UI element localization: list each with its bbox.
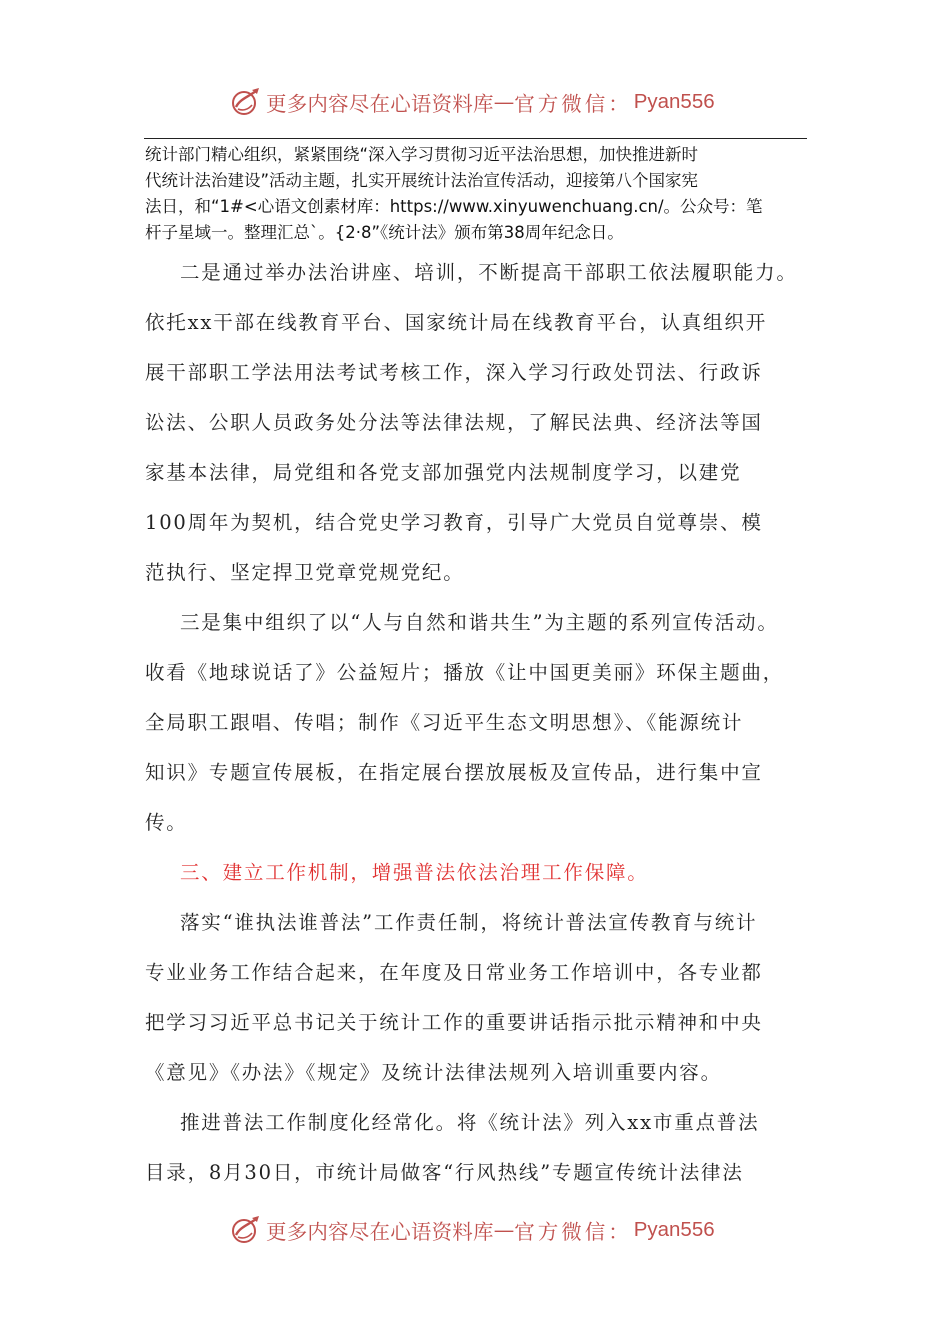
body-line: 推进普法工作制度化经常化。将《统计法》列入xx市重点普法 [180, 1111, 760, 1134]
body-line: 100周年为契机，结合党史学习教育，引导广大党员自觉尊崇、模 [145, 511, 763, 534]
pen-logo-icon [228, 85, 262, 119]
body-line: 落实“谁执法谁普法”工作责任制，将统计普法宣传教育与统计 [180, 911, 758, 934]
banner-title: 更多内容尽在心语资料库 [266, 1220, 494, 1244]
body-line: 目录，8月30日，市统计局做客“行风热线”专题宣传统计法律法 [145, 1161, 744, 1184]
header-rule [144, 138, 807, 139]
body-line: 讼法、公职人员政务处分法等法律法规，了解民法典、经济法等国 [145, 411, 763, 434]
intro-paragraph [145, 142, 825, 246]
banner-separator: — [493, 1218, 515, 1242]
body-line: 传。 [145, 811, 188, 834]
body-line: 依托xx干部在线教育平台、国家统计局在线教育平台，认真组织开 [145, 311, 767, 334]
header-banner [228, 84, 715, 120]
intro-line: 统计部门精心组织，紧紧围绕“深入学习贯彻习近平法治思想，加快推进新时 [145, 145, 699, 164]
banner-wechat-id: Pyan556 [633, 90, 715, 113]
body-line: 三是集中组织了以“人与自然和谐共生”为主题的系列宣传活动。 [180, 611, 779, 634]
banner-wechat-label: 官方微信： [514, 1220, 632, 1244]
body-line: 把学习习近平总书记关于统计工作的重要讲话指示批示精神和中央 [145, 1011, 763, 1034]
banner-wechat-label: 官方微信： [514, 92, 632, 116]
intro-line: 法日，和“1#<心语文创素材库：https://www.xinyuwenchuang.cn/。公众号：笔 [145, 197, 763, 216]
body-line: 二是通过举办法治讲座、培训，不断提高干部职工依法履职能力。 [180, 261, 798, 284]
body-line: 范执行、坚定捍卫党章党规党纪。 [145, 561, 465, 584]
body-line: 收看《地球说话了》公益短片；播放《让中国更美丽》环保主题曲， [145, 661, 785, 684]
footer-banner [228, 1212, 715, 1248]
banner-title: 更多内容尽在心语资料库 [266, 92, 494, 116]
body-line: 知识》专题宣传展板，在指定展台摆放展板及宣传品，进行集中宣 [145, 761, 763, 784]
pen-logo-icon [228, 1213, 262, 1247]
body-line: 专业业务工作结合起来，在年度及日常业务工作培训中，各专业都 [145, 961, 763, 984]
body-line: 《意见》《办法》《规定》及统计法律法规列入培训重要内容。 [145, 1061, 722, 1084]
banner-wechat-id: Pyan556 [633, 1218, 715, 1241]
section-heading: 三、建立工作机制，增强普法依法治理工作保障。 [180, 861, 649, 884]
body-line: 家基本法律，局党组和各党支部加强党内法规制度学习，以建党 [145, 461, 742, 484]
body-line: 全局职工跟唱、传唱；制作《习近平生态文明思想》、《能源统计 [145, 711, 744, 734]
banner-separator: — [493, 90, 515, 114]
body-line: 展干部职工学法用法考试考核工作，深入学习行政处罚法、行政诉 [145, 361, 763, 384]
intro-line: 杆子星域一。整理汇总`。{2·8”《统计法》颁布第38周年纪念日。 [145, 223, 624, 242]
intro-line: 代统计法治建设”活动主题，扎实开展统计法治宣传活动，迎接第八个国家宪 [145, 171, 699, 190]
